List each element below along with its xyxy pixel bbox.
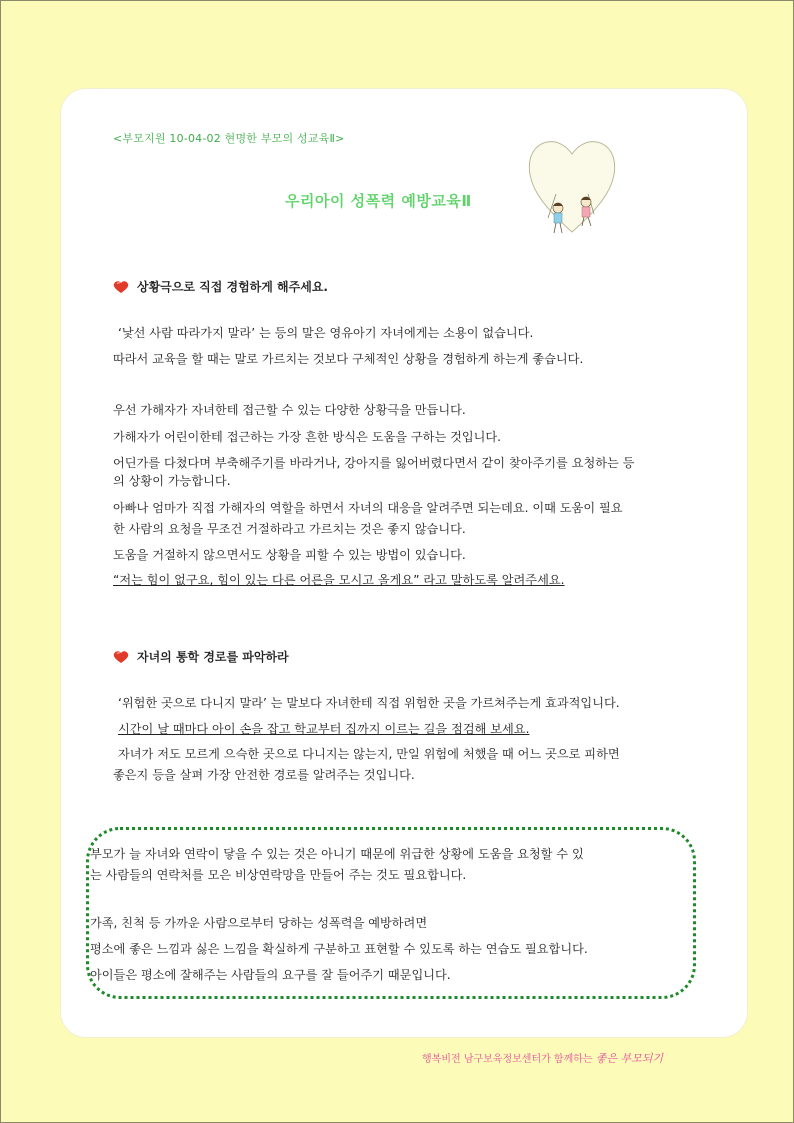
footer-text: 행복비전 남구보육정보센터가 함께하는 <box>422 1054 593 1065</box>
paragraph: ‘위험한 곳으로 다니지 말라’ 는 말보다 자녀한테 직접 위험한 곳을 가르쳐주는게 효과적입니다. <box>118 696 620 710</box>
heart-bullet-icon <box>113 650 129 664</box>
paragraph: 아빠나 엄마가 직접 가해자의 역할을 하면서 자녀의 대응을 알려주면 되는데요. 이때 도움이 필요 <box>113 501 623 515</box>
paragraph: ‘낯선 사람 따라가지 말라’ 는 등의 말은 영유아기 자녀에게는 소용이 없습니다. <box>118 326 534 340</box>
page-title: 우리아이 성폭력 예방교육Ⅱ <box>285 192 472 210</box>
callout-text: 가족, 친척 등 가까운 사람으로부터 당하는 성폭력을 예방하려면 <box>90 916 428 930</box>
paragraph: 한 사람의 요청을 무조건 거절하라고 가르치는 것은 좋지 않습니다. <box>113 522 466 536</box>
heart-bullet-icon <box>113 280 129 294</box>
section-heading-text: 상황극으로 직접 경험하게 해주세요. <box>137 280 328 294</box>
section-heading-roleplay <box>113 278 328 295</box>
footer-accent: 좋은 부모되기 <box>595 1052 664 1065</box>
section-heading-route <box>113 648 289 665</box>
callout-text: 부모가 늘 자녀와 연락이 닿을 수 있는 것은 아니기 때문에 위급한 상황에 도움을 요청할 수 있 <box>90 847 584 861</box>
section-heading-text: 자녀의 통학 경로를 파악하라 <box>137 650 289 664</box>
paragraph: 따라서 교육을 할 때는 말로 가르치는 것보다 구체적인 상황을 경험하게 하는게 좋습니다. <box>113 352 584 366</box>
paragraph: 좋은지 등을 살펴 가장 안전한 경로를 알려주는 것입니다. <box>113 768 415 782</box>
callout-text: 는 사람들의 연락처를 모은 비상연락망을 만들어 주는 것도 필요합니다. <box>90 868 467 882</box>
callout-text: 아이들은 평소에 잘해주는 사람들의 요구를 잘 들어주기 때문입니다. <box>90 968 451 982</box>
paragraph-emphasis: 시간이 날 때마다 아이 손을 잡고 학교부터 집까지 이르는 길을 점검해 보세요. <box>118 722 530 736</box>
heart-couple-illustration <box>522 122 622 252</box>
paragraph: 자녀가 저도 모르게 으슥한 곳으로 다니지는 않는지, 만일 위험에 처했을 때 어느 곳으로 피하면 <box>118 747 620 761</box>
paragraph: 어딘가를 다쳤다며 부축해주기를 바라거나, 강아지를 잃어버렸다면서 같이 찾아주기를 요청하는 등 <box>113 456 635 470</box>
callout-text: 평소에 좋은 느낌과 싫은 느낌을 확실하게 구분하고 표현할 수 있도록 하는 연습도 필요합니다. <box>90 942 588 956</box>
paragraph-emphasis: “저는 힘이 없구요, 힘이 있는 다른 어른을 모시고 올게요” 라고 말하도록 알려주세요. <box>113 573 565 587</box>
paragraph: 의 상황이 가능합니다. <box>113 474 231 488</box>
paragraph: 도움을 거절하지 않으면서도 상황을 피할 수 있는 방법이 있습니다. <box>113 548 466 562</box>
paragraph: 가해자가 어린이한테 접근하는 가장 흔한 방식은 도움을 구하는 것입니다. <box>113 430 502 444</box>
footer <box>422 1050 663 1066</box>
paragraph: 우선 가해자가 자녀한테 접근할 수 있는 다양한 상황극을 만듭니다. <box>113 403 466 417</box>
document-reference: <부모지원 10-04-02 현명한 부모의 성교육Ⅱ> <box>113 132 345 145</box>
